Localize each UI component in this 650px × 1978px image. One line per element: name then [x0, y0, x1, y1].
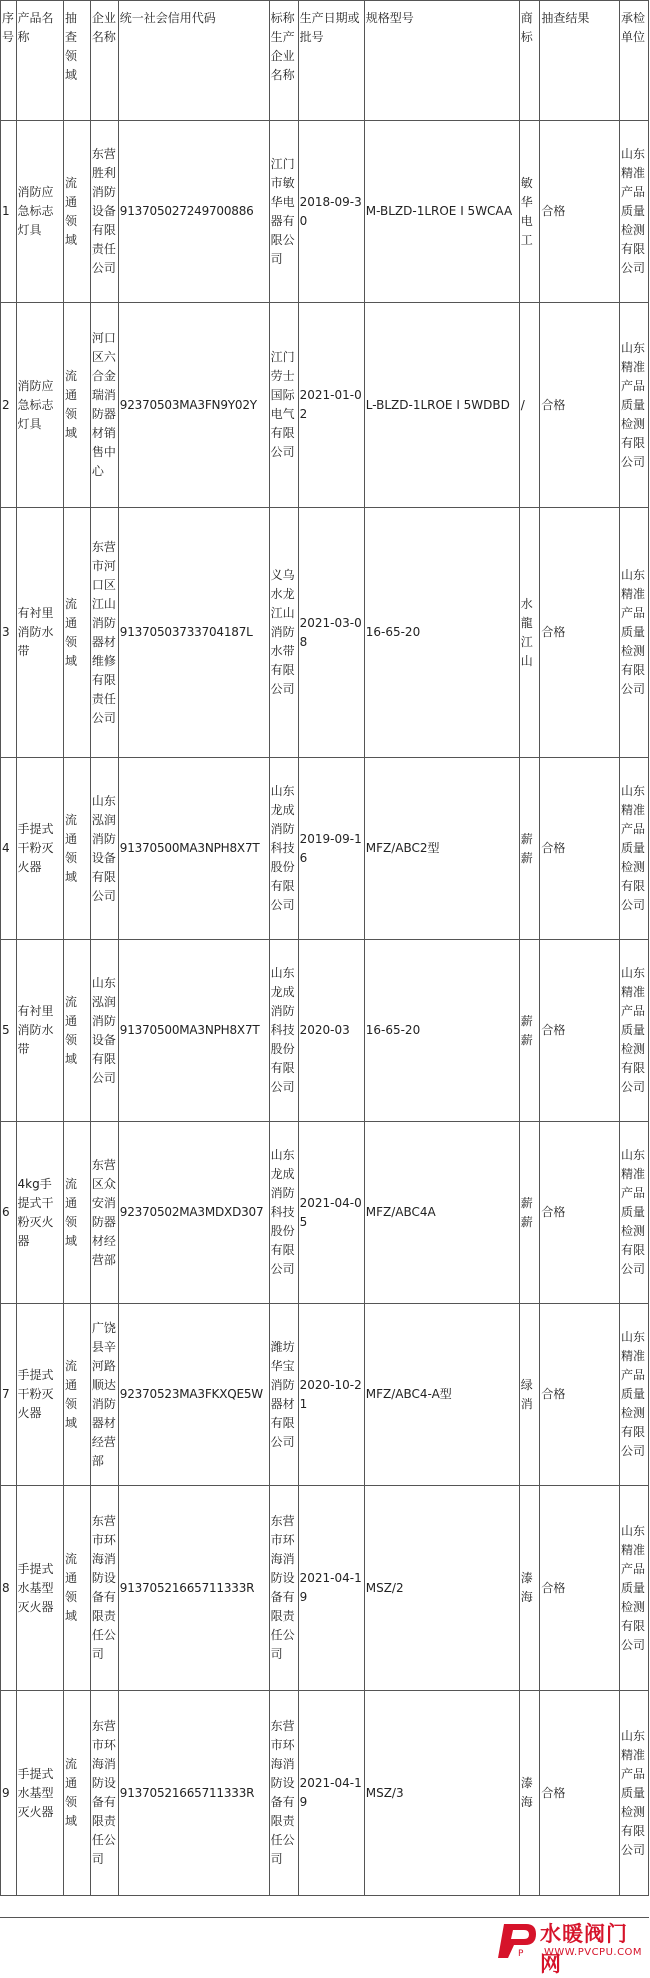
cell-result: 合格 [540, 758, 620, 940]
cell-credit-code: 91370500MA3NPH8X7T [118, 940, 269, 1122]
cell-product-name: 手提式水基型灭火器 [16, 1486, 64, 1691]
site-watermark [496, 1916, 646, 1976]
watermark-url: WWW.PVCPU.COM [544, 1947, 643, 1958]
cell-production-date: 2020-10-21 [298, 1304, 364, 1486]
watermark-title: 水暖阀门网 [540, 1922, 628, 1976]
cell-seq: 2 [1, 303, 17, 508]
cell-production-date: 2021-04-19 [298, 1486, 364, 1691]
cell-trademark: 薪薪 [519, 940, 540, 1122]
cell-production-date: 2019-09-16 [298, 758, 364, 940]
cell-inspector: 山东精准产品质量检测有限公司 [619, 1486, 648, 1691]
cell-manufacturer: 江门市敏华电器有限公司 [269, 121, 298, 303]
cell-product-name: 有衬里消防水带 [16, 940, 64, 1122]
cell-credit-code: 91370521665711333R [118, 1691, 269, 1896]
cell-manufacturer: 东营市环海消防设备有限责任公司 [269, 1691, 298, 1896]
cell-company: 东营胜利消防设备有限责任公司 [90, 121, 118, 303]
cell-credit-code: 92370523MA3FKXQE5W [118, 1304, 269, 1486]
table-row [1, 508, 649, 758]
cell-result: 合格 [540, 940, 620, 1122]
cell-seq: 8 [1, 1486, 17, 1691]
table-row [1, 1122, 649, 1304]
cell-company: 东营区众安消防器材经营部 [90, 1122, 118, 1304]
cell-credit-code: 913705027249700886 [118, 121, 269, 303]
cell-inspector: 山东精准产品质量检测有限公司 [619, 121, 648, 303]
header-inspector: 承检单位 [619, 1, 648, 121]
cell-manufacturer: 义乌水龙江山消防水带有限公司 [269, 508, 298, 758]
cell-model: 16-65-20 [364, 940, 519, 1122]
cell-credit-code: 91370503733704187L [118, 508, 269, 758]
cell-company: 山东泓润消防设备有限公司 [90, 940, 118, 1122]
header-model: 规格型号 [364, 1, 519, 121]
cell-inspector: 山东精准产品质量检测有限公司 [619, 303, 648, 508]
cell-production-date: 2021-04-05 [298, 1122, 364, 1304]
cell-product-name: 有衬里消防水带 [16, 508, 64, 758]
cell-credit-code: 91370521665711333R [118, 1486, 269, 1691]
cell-model: MSZ/3 [364, 1691, 519, 1896]
pvcpu-logo-icon [496, 1918, 540, 1962]
cell-credit-code: 91370500MA3NPH8X7T [118, 758, 269, 940]
cell-domain: 流通领域 [64, 508, 91, 758]
cell-company: 广饶县辛河路顺达消防器材经营部 [90, 1304, 118, 1486]
table-row [1, 1486, 649, 1691]
table-header-row [1, 1, 649, 121]
cell-product-name: 手提式水基型灭火器 [16, 1691, 64, 1896]
cell-seq: 9 [1, 1691, 17, 1896]
table-row [1, 940, 649, 1122]
cell-product-name: 4kg手提式干粉灭火器 [16, 1122, 64, 1304]
cell-trademark: 薪薪 [519, 1122, 540, 1304]
cell-model: MFZ/ABC2型 [364, 758, 519, 940]
cell-product-name: 消防应急标志灯具 [16, 303, 64, 508]
header-manufacturer: 标称生产企业名称 [269, 1, 298, 121]
header-production-date: 生产日期或批号 [298, 1, 364, 121]
cell-inspector: 山东精准产品质量检测有限公司 [619, 1691, 648, 1896]
cell-seq: 3 [1, 508, 17, 758]
cell-manufacturer: 东营市环海消防设备有限责任公司 [269, 1486, 298, 1691]
cell-model: M-BLZD-1LROE I 5WCAA [364, 121, 519, 303]
cell-credit-code: 92370502MA3MDXD307 [118, 1122, 269, 1304]
cell-manufacturer: 潍坊华宝消防器材有限公司 [269, 1304, 298, 1486]
cell-trademark: 水龍江山 [519, 508, 540, 758]
cell-inspector: 山东精准产品质量检测有限公司 [619, 1304, 648, 1486]
cell-manufacturer: 山东龙成消防科技股份有限公司 [269, 940, 298, 1122]
header-domain: 抽查领域 [64, 1, 91, 121]
logo-letter: P [518, 1949, 524, 1959]
cell-seq: 1 [1, 121, 17, 303]
cell-result: 合格 [540, 121, 620, 303]
header-company: 企业名称 [90, 1, 118, 121]
cell-seq: 6 [1, 1122, 17, 1304]
header-product-name: 产品名称 [16, 1, 64, 121]
cell-company: 东营市环海消防设备有限责任公司 [90, 1486, 118, 1691]
cell-domain: 流通领域 [64, 1122, 91, 1304]
cell-domain: 流通领域 [64, 758, 91, 940]
cell-seq: 7 [1, 1304, 17, 1486]
cell-model: 16-65-20 [364, 508, 519, 758]
cell-result: 合格 [540, 1691, 620, 1896]
table-row [1, 1691, 649, 1896]
cell-trademark: / [519, 303, 540, 508]
cell-inspector: 山东精准产品质量检测有限公司 [619, 758, 648, 940]
table-row [1, 758, 649, 940]
cell-domain: 流通领域 [64, 1691, 91, 1896]
cell-model: MFZ/ABC4-A型 [364, 1304, 519, 1486]
cell-company: 山东泓润消防设备有限公司 [90, 758, 118, 940]
cell-trademark: 溙海 [519, 1691, 540, 1896]
header-seq: 序号 [1, 1, 17, 121]
table-row [1, 1304, 649, 1486]
table-row [1, 303, 649, 508]
cell-inspector: 山东精准产品质量检测有限公司 [619, 508, 648, 758]
cell-product-name: 手提式干粉灭火器 [16, 1304, 64, 1486]
cell-trademark: 溙海 [519, 1486, 540, 1691]
cell-trademark: 绿消 [519, 1304, 540, 1486]
table-row [1, 121, 649, 303]
cell-seq: 4 [1, 758, 17, 940]
cell-production-date: 2021-01-02 [298, 303, 364, 508]
cell-result: 合格 [540, 1486, 620, 1691]
cell-credit-code: 92370503MA3FN9Y02Y [118, 303, 269, 508]
cell-product-name: 消防应急标志灯具 [16, 121, 64, 303]
cell-result: 合格 [540, 1122, 620, 1304]
cell-company: 东营市环海消防设备有限责任公司 [90, 1691, 118, 1896]
cell-domain: 流通领域 [64, 940, 91, 1122]
cell-result: 合格 [540, 508, 620, 758]
cell-model: L-BLZD-1LROE I 5WDBD [364, 303, 519, 508]
cell-model: MSZ/2 [364, 1486, 519, 1691]
cell-result: 合格 [540, 1304, 620, 1486]
cell-production-date: 2018-09-30 [298, 121, 364, 303]
cell-product-name: 手提式干粉灭火器 [16, 758, 64, 940]
cell-domain: 流通领域 [64, 1304, 91, 1486]
cell-company: 河口区六合金瑞消防器材销售中心 [90, 303, 118, 508]
cell-domain: 流通领域 [64, 1486, 91, 1691]
header-credit-code: 统一社会信用代码 [118, 1, 269, 121]
header-trademark: 商标 [519, 1, 540, 121]
cell-trademark: 敏华电工 [519, 121, 540, 303]
header-result: 抽查结果 [540, 1, 620, 121]
cell-manufacturer: 山东龙成消防科技股份有限公司 [269, 1122, 298, 1304]
cell-domain: 流通领域 [64, 303, 91, 508]
cell-manufacturer: 山东龙成消防科技股份有限公司 [269, 758, 298, 940]
cell-inspector: 山东精准产品质量检测有限公司 [619, 1122, 648, 1304]
cell-production-date: 2021-04-19 [298, 1691, 364, 1896]
cell-seq: 5 [1, 940, 17, 1122]
cell-production-date: 2020-03 [298, 940, 364, 1122]
cell-domain: 流通领域 [64, 121, 91, 303]
cell-inspector: 山东精准产品质量检测有限公司 [619, 940, 648, 1122]
cell-production-date: 2021-03-08 [298, 508, 364, 758]
cell-result: 合格 [540, 303, 620, 508]
cell-trademark: 薪薪 [519, 758, 540, 940]
cell-manufacturer: 江门劳士国际电气有限公司 [269, 303, 298, 508]
cell-company: 东营市河口区江山消防器材维修有限责任公司 [90, 508, 118, 758]
cell-model: MFZ/ABC4A [364, 1122, 519, 1304]
